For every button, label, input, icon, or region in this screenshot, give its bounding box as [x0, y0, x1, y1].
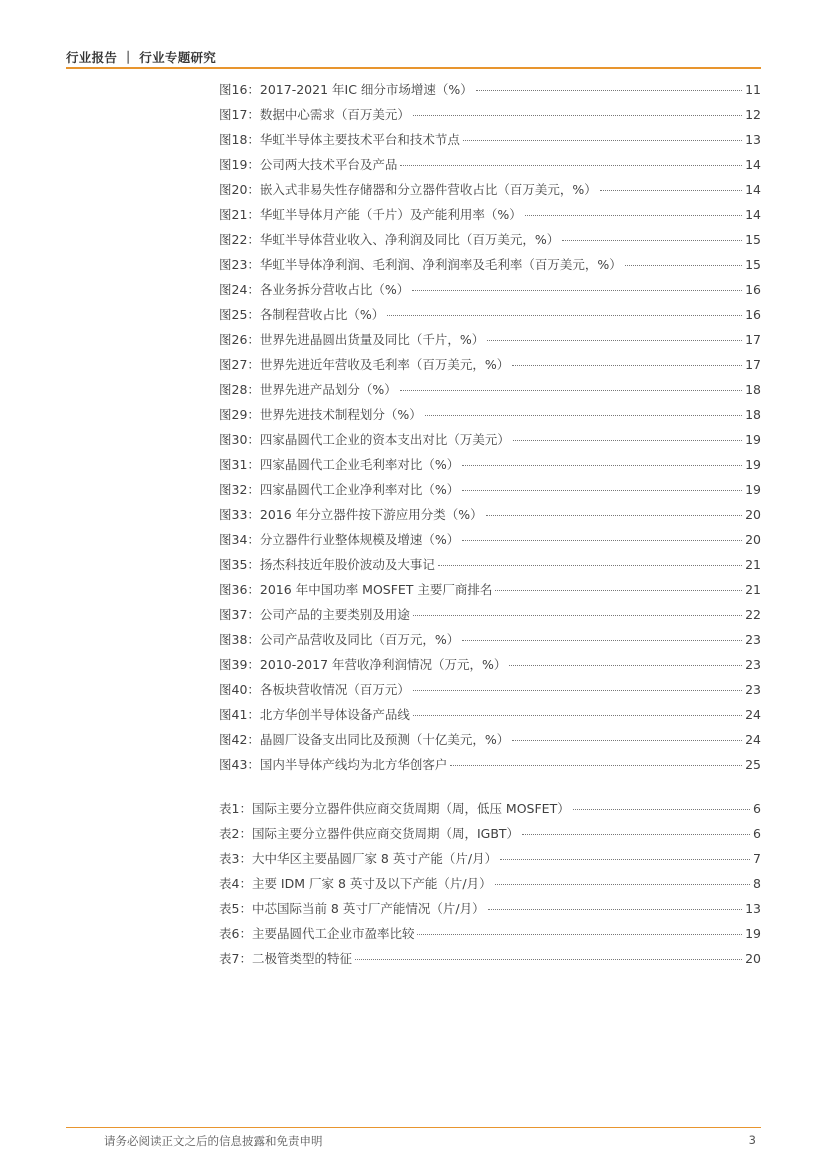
dot-leader	[462, 539, 742, 541]
figure-entry[interactable]	[219, 652, 761, 677]
dot-leader	[387, 314, 742, 316]
figure-entry-title: 图26：世界先进晶圆出货量及同比（千片，%）	[219, 332, 485, 347]
figure-entry-page: 18	[745, 382, 761, 397]
table-entry-page: 6	[753, 801, 761, 816]
figure-entry-page: 14	[745, 182, 761, 197]
dot-leader	[476, 89, 742, 91]
table-entry-title: 表6：主要晶圆代工企业市盈率比较	[219, 926, 415, 941]
figure-entry[interactable]	[219, 502, 761, 527]
table-entry-page: 19	[745, 926, 761, 941]
dot-leader	[413, 714, 742, 716]
figure-entry-title: 图34：分立器件行业整体规模及增速（%）	[219, 532, 460, 547]
figure-entry[interactable]	[219, 202, 761, 227]
figure-entry-page: 21	[745, 582, 761, 597]
figure-entry-page: 14	[745, 157, 761, 172]
figure-entry-title: 图23：华虹半导体净利润、毛利润、净利润率及毛利率（百万美元，%）	[219, 257, 622, 272]
figure-entry[interactable]	[219, 477, 761, 502]
dot-leader	[425, 414, 742, 416]
figure-entry-page: 15	[745, 232, 761, 247]
figure-entry[interactable]	[219, 627, 761, 652]
table-entry-page: 20	[745, 951, 761, 966]
figure-entry-title: 图30：四家晶圆代工企业的资本支出对比（万美元）	[219, 432, 510, 447]
figure-entry-page: 22	[745, 607, 761, 622]
figure-entry[interactable]	[219, 227, 761, 252]
table-list	[219, 796, 761, 971]
figure-entry[interactable]	[219, 127, 761, 152]
figure-entry-page: 18	[745, 407, 761, 422]
dot-leader	[450, 764, 742, 766]
figure-entry[interactable]	[219, 402, 761, 427]
figure-entry-title: 图24：各业务拆分营收占比（%）	[219, 282, 410, 297]
figure-entry[interactable]	[219, 577, 761, 602]
figure-entry-page: 13	[745, 132, 761, 147]
figure-entry-title: 图38：公司产品营收及同比（百万元，%）	[219, 632, 460, 647]
table-entry-title: 表4：主要 IDM 厂家 8 英寸及以下产能（片/月）	[219, 876, 492, 891]
figure-entry-page: 24	[745, 732, 761, 747]
figure-entry-title: 图17：数据中心需求（百万美元）	[219, 107, 410, 122]
table-entry-page: 6	[753, 826, 761, 841]
table-entry-title: 表2：国际主要分立器件供应商交货周期（周，IGBT）	[219, 826, 520, 841]
figure-entry[interactable]	[219, 302, 761, 327]
dot-leader	[600, 189, 742, 191]
figure-entry[interactable]	[219, 77, 761, 102]
figure-entry-page: 23	[745, 682, 761, 697]
table-entry[interactable]	[219, 846, 761, 871]
figure-entry-title: 图29：世界先进技术制程划分（%）	[219, 407, 422, 422]
figure-entry[interactable]	[219, 352, 761, 377]
figure-entry-page: 23	[745, 632, 761, 647]
dot-leader	[355, 958, 742, 960]
dot-leader	[525, 214, 742, 216]
figure-entry-title: 图35：扬杰科技近年股价波动及大事记	[219, 557, 435, 572]
dot-leader	[412, 289, 742, 291]
dot-leader	[400, 164, 742, 166]
disclaimer-note: 请务必阅读正文之后的信息披露和免责申明	[104, 1134, 323, 1148]
figure-entry-title: 图27：世界先进近年营收及毛利率（百万美元，%）	[219, 357, 510, 372]
dot-leader	[512, 739, 742, 741]
figure-entry[interactable]	[219, 752, 761, 777]
figure-entry[interactable]	[219, 252, 761, 277]
table-entry[interactable]	[219, 796, 761, 821]
dot-leader	[487, 339, 742, 341]
dot-leader	[417, 933, 742, 935]
figure-entry-title: 图41：北方华创半导体设备产品线	[219, 707, 410, 722]
table-entry[interactable]	[219, 921, 761, 946]
dot-leader	[462, 489, 742, 491]
figure-entry-page: 20	[745, 507, 761, 522]
dot-leader	[495, 883, 750, 885]
figure-entry-title: 图16：2017-2021 年IC 细分市场增速（%）	[219, 82, 473, 97]
figure-entry-title: 图43：国内半导体产线均为北方华创客户	[219, 757, 448, 772]
figure-entry-page: 23	[745, 657, 761, 672]
figure-entry[interactable]	[219, 277, 761, 302]
figure-entry-title: 图18：华虹半导体主要技术平台和技术节点	[219, 132, 460, 147]
table-entry-title: 表1：国际主要分立器件供应商交货周期（周，低压 MOSFET）	[219, 801, 570, 816]
report-header: 行业报告 ｜ 行业专题研究	[66, 50, 217, 65]
figure-entry-page: 12	[745, 107, 761, 122]
figure-entry[interactable]	[219, 102, 761, 127]
figure-entry-title: 图31：四家晶圆代工企业毛利率对比（%）	[219, 457, 460, 472]
figure-entry-title: 图25：各制程营收占比（%）	[219, 307, 385, 322]
table-entry-title: 表3：大中华区主要晶圆厂家 8 英寸产能（片/月）	[219, 851, 498, 866]
figure-entry-page: 14	[745, 207, 761, 222]
page-number: 3	[748, 1133, 756, 1147]
figure-entry-title: 图39：2010-2017 年营收净利润情况（万元，%）	[219, 657, 507, 672]
figure-entry-page: 19	[745, 482, 761, 497]
table-entry-title: 表5：中芯国际当前 8 英寸厂产能情况（片/月）	[219, 901, 485, 916]
footer-rule	[66, 1127, 761, 1128]
figure-entry-title: 图32：四家晶圆代工企业净利率对比（%）	[219, 482, 460, 497]
dot-leader	[413, 614, 742, 616]
figure-entry-page: 21	[745, 557, 761, 572]
header-rule	[66, 67, 761, 69]
figure-entry-page: 20	[745, 532, 761, 547]
figure-entry-page: 11	[745, 82, 761, 97]
dot-leader	[413, 689, 742, 691]
figure-entry[interactable]	[219, 677, 761, 702]
figure-entry-title: 图37：公司产品的主要类别及用途	[219, 607, 410, 622]
figure-entry[interactable]	[219, 327, 761, 352]
figure-entry-page: 16	[745, 282, 761, 297]
figure-entry-title: 图42：晶圆厂设备支出同比及预测（十亿美元，%）	[219, 732, 510, 747]
figure-entry[interactable]	[219, 602, 761, 627]
figure-entry-title: 图20：嵌入式非易失性存储器和分立器件营收占比（百万美元，%）	[219, 182, 597, 197]
figure-entry[interactable]	[219, 702, 761, 727]
dot-leader	[463, 139, 742, 141]
dot-leader	[438, 564, 742, 566]
dot-leader	[413, 114, 742, 116]
dot-leader	[500, 858, 750, 860]
table-entry-page: 8	[753, 876, 761, 891]
figure-entry[interactable]	[219, 727, 761, 752]
table-entry-title: 表7：二极管类型的特征	[219, 951, 352, 966]
figure-entry[interactable]	[219, 427, 761, 452]
dot-leader	[495, 589, 742, 591]
figure-entry-page: 15	[745, 257, 761, 272]
table-entry[interactable]	[219, 946, 761, 971]
figure-entry-page: 19	[745, 432, 761, 447]
dot-leader	[625, 264, 742, 266]
dot-leader	[400, 389, 742, 391]
figure-entry-page: 24	[745, 707, 761, 722]
figure-entry-page: 17	[745, 332, 761, 347]
dot-leader	[573, 808, 750, 810]
figure-entry-title: 图40：各板块营收情况（百万元）	[219, 682, 410, 697]
figure-entry-title: 图36：2016 年中国功率 MOSFET 主要厂商排名	[219, 582, 493, 597]
figure-entry-title: 图22：华虹半导体营业收入、净利润及同比（百万美元，%）	[219, 232, 560, 247]
figure-entry-title: 图33：2016 年分立器件按下游应用分类（%）	[219, 507, 483, 522]
figure-entry-page: 17	[745, 357, 761, 372]
table-entry-page: 7	[753, 851, 761, 866]
table-entry-page: 13	[745, 901, 761, 916]
dot-leader	[462, 639, 742, 641]
figure-entry[interactable]	[219, 377, 761, 402]
figure-entry[interactable]	[219, 177, 761, 202]
figure-list	[219, 77, 761, 777]
figure-entry-title: 图19：公司两大技术平台及产品	[219, 157, 398, 172]
figure-entry[interactable]	[219, 527, 761, 552]
table-entry[interactable]	[219, 896, 761, 921]
dot-leader	[486, 514, 743, 516]
figure-entry-page: 25	[745, 757, 761, 772]
table-entry[interactable]	[219, 821, 761, 846]
dot-leader	[509, 664, 742, 666]
figure-entry-page: 16	[745, 307, 761, 322]
figure-entry[interactable]	[219, 552, 761, 577]
dot-leader	[562, 239, 742, 241]
dot-leader	[522, 833, 750, 835]
dot-leader	[513, 439, 742, 441]
dot-leader	[512, 364, 742, 366]
dot-leader	[462, 464, 742, 466]
dot-leader	[488, 908, 743, 910]
figure-entry[interactable]	[219, 452, 761, 477]
table-entry[interactable]	[219, 871, 761, 896]
figure-entry[interactable]	[219, 152, 761, 177]
figure-entry-page: 19	[745, 457, 761, 472]
figure-entry-title: 图21：华虹半导体月产能（千片）及产能利用率（%）	[219, 207, 522, 222]
figure-entry-title: 图28：世界先进产品划分（%）	[219, 382, 397, 397]
